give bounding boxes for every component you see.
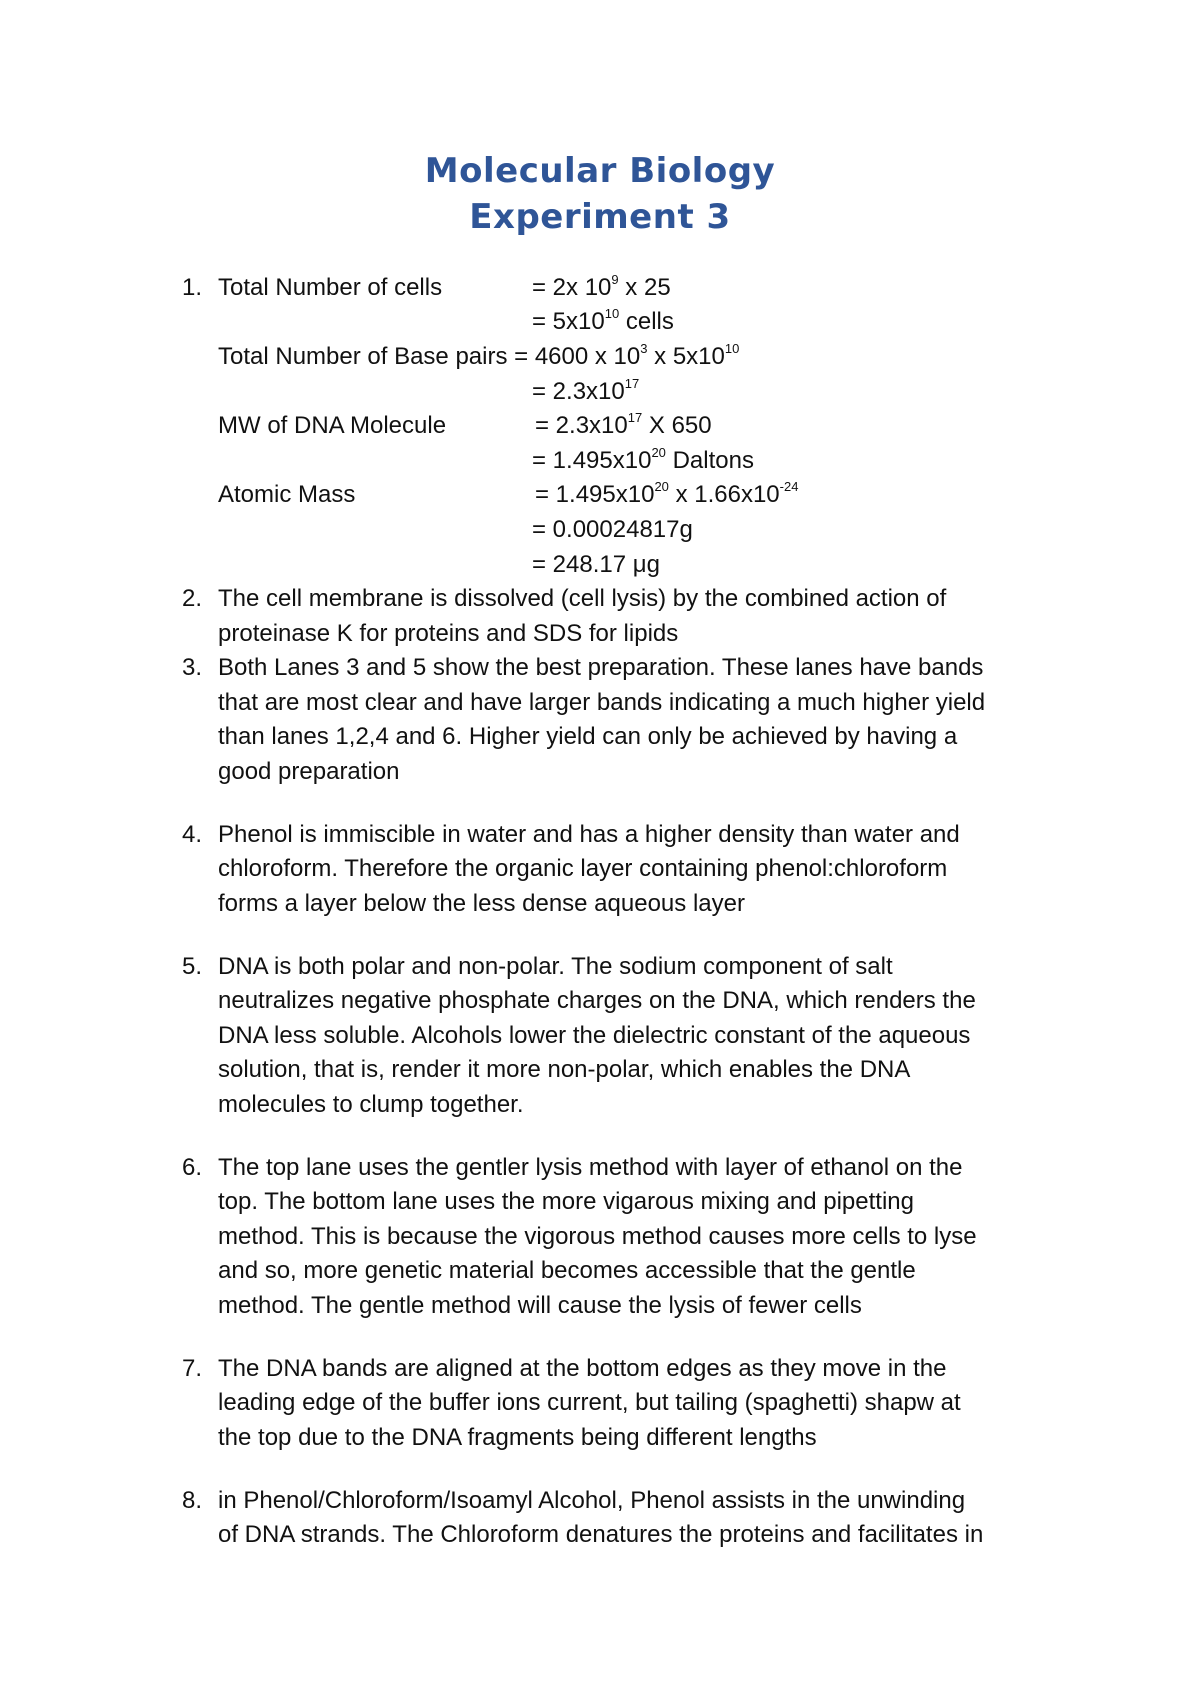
item-number-6: 6. [182,1154,203,1181]
answer-7-line: The DNA bands are aligned at the bottom edges as they move in the [218,1355,947,1382]
answer-6-line: The top lane uses the gentler lysis method with layer of ethanol on the [218,1154,963,1181]
answer-7-line: leading edge of the buffer ions current, but tailing (spaghetti) shapw at [218,1389,961,1416]
label-total-cells: Total Number of cells [218,274,443,301]
eq-atomic-1: = $1.495x10^{20}$ x $1.66x10^{-24}$ [535,479,799,508]
answer-4-line: forms a layer below the less dense aqueous layer [218,890,745,917]
item-number-4: 4. [182,821,203,848]
answer-5-line: neutralizes negative phosphate charges on the DNA, which renders the [218,987,976,1014]
eq-cells-2: = $5x10^{10}$ cells [532,306,674,335]
document-title: Molecular Biology [424,151,776,191]
label-atomic-mass: Atomic Mass [218,481,356,508]
answer-8-line: in Phenol/Chloroform/Isoamyl Alcohol, Phenol assists in the unwinding [218,1487,966,1514]
answer-6-line: top. The bottom lane uses the more vigarous mixing and pipetting [218,1188,914,1215]
eq-base-pairs-2: = $2.3x10^{17}$ [532,376,640,405]
answer-5-line: solution, that is, render it more non-polar, which enables the DNA [218,1056,911,1083]
answer-6-line: method. The gentle method will cause the lysis of fewer cells [218,1292,862,1319]
answer-4-line: chloroform. Therefore the organic layer containing phenol:chloroform [218,855,948,882]
item-number-8: 8. [182,1487,203,1514]
answer-6-line: and so, more genetic material becomes accessible that the gentle [218,1257,916,1284]
eq-mw-2: = $1.495x10^{20}$ Daltons [532,445,754,474]
answer-8-line: of DNA strands. The Chloroform denatures the proteins and facilitates in [218,1521,984,1548]
item-number-7: 7. [182,1355,203,1382]
item-number-2: 2. [182,585,203,612]
document-subtitle: Experiment 3 [469,197,731,237]
answer-5-line: DNA less soluble. Alcohols lower the dielectric constant of the aqueous [218,1022,971,1049]
eq-atomic-3: = 248.17 μg [532,551,660,578]
item-number-3: 3. [182,654,203,681]
eq-mw-1: = $2.3x10^{17}$ X 650 [535,410,712,439]
answer-2-line: The cell membrane is dissolved (cell lysis) by the combined action of [218,585,947,612]
item-number-1: 1. [182,274,203,301]
answer-4-line: Phenol is immiscible in water and has a higher density than water and [218,821,960,848]
answer-7-line: the top due to the DNA fragments being different lengths [218,1424,817,1451]
eq-cells-1: = 2x $10^9$ x 25 [532,272,671,301]
label-mw-dna: MW of DNA Molecule [218,412,447,439]
answer-2-line: proteinase K for proteins and SDS for lipids [218,620,679,647]
eq-atomic-2: = 0.00024817g [532,516,693,543]
item-number-5: 5. [182,953,203,980]
answer-3-line: than lanes 1,2,4 and 6. Higher yield can only be achieved by having a [218,723,958,750]
answer-3-line: good preparation [218,758,400,785]
answer-5-line: DNA is both polar and non-polar. The sodium component of salt [218,953,893,980]
row-base-pairs: Total Number of Base pairs = 4600 x $10^3$ x $5x10^{10}$ [218,341,740,370]
answer-5-line: molecules to clump together. [218,1091,524,1118]
answer-3-line: that are most clear and have larger bands indicating a much higher yield [218,689,986,716]
answer-3-line: Both Lanes 3 and 5 show the best preparation. These lanes have bands [218,654,984,681]
answer-6-line: method. This is because the vigorous method causes more cells to lyse [218,1223,977,1250]
